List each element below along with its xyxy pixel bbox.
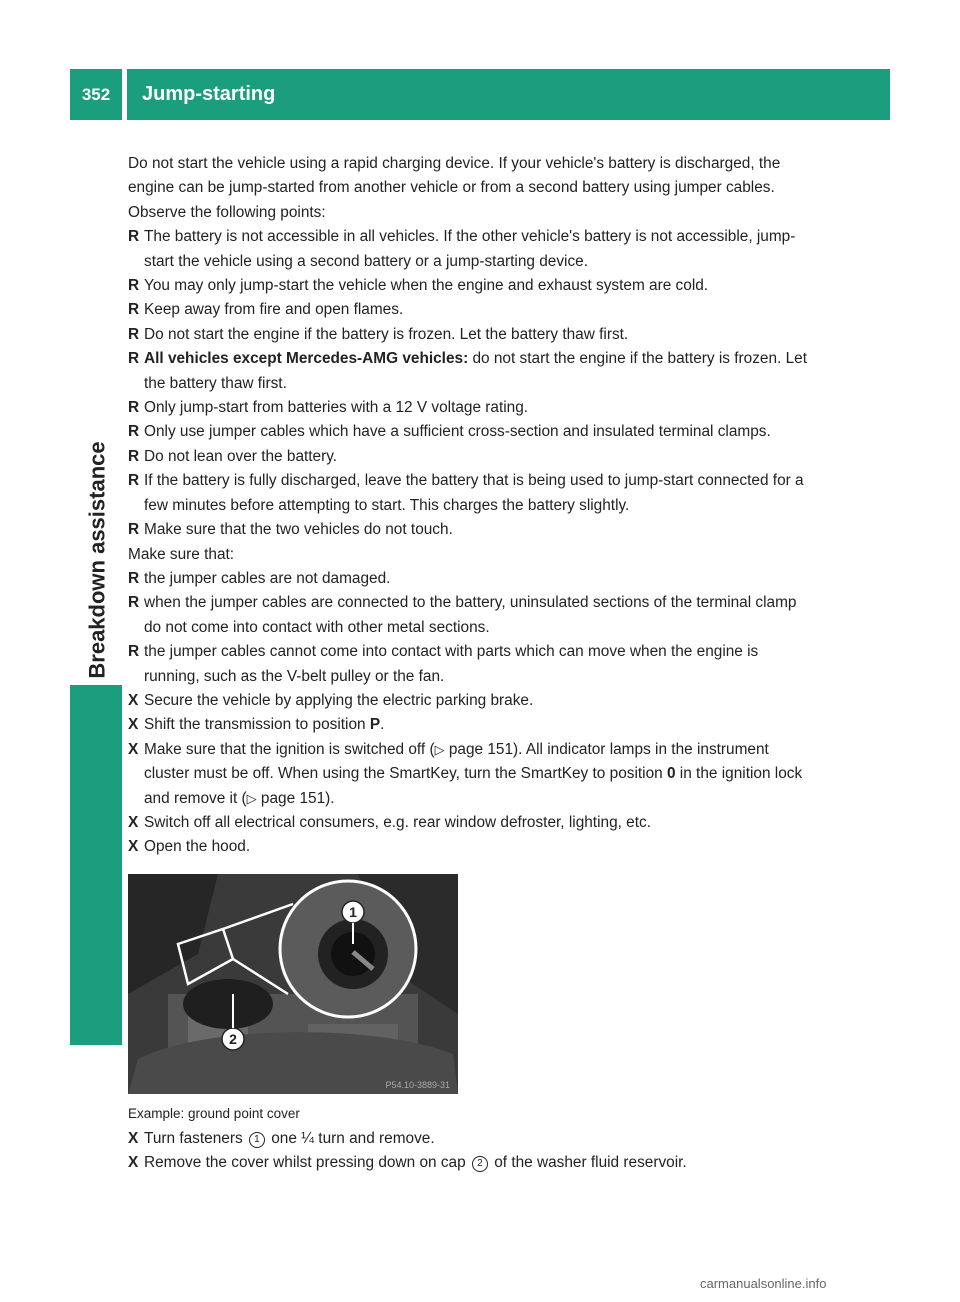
page-ref-icon: ▷ — [246, 790, 257, 806]
page-title: Jump-starting — [127, 69, 890, 120]
list-item: R Do not lean over the battery. — [128, 445, 814, 469]
list-item: R when the jumper cables are connected to the battery, uninsulated sections of the terminal clamp do not come into contact with other metal sections. — [128, 591, 814, 640]
step-item: X Secure the vehicle by applying the electric parking brake. — [128, 689, 814, 713]
list-item: R Make sure that the two vehicles do not touch. — [128, 518, 814, 542]
bullet-marker: R — [128, 472, 140, 490]
list-item: R You may only jump-start the vehicle when the engine and exhaust system are cold. — [128, 274, 814, 298]
intro-paragraph: Do not start the vehicle using a rapid charging device. If your vehicle's battery is discharged, the engine can be jump-started from another vehicle or from a second battery using jumper cables. Observe the following points: — [128, 155, 781, 221]
step-item: X Remove the cover whilst pressing down on cap 2 of the washer fluid reservoir. — [128, 1151, 814, 1175]
section-marker — [70, 685, 122, 1045]
page-reference[interactable]: page 151). All indicator lamps in the instrument cluster must be off. When using the SmartKey, turn the SmartKey to position — [144, 740, 769, 783]
section-label: Breakdown assistance — [85, 441, 111, 679]
bullet-marker: R — [128, 594, 140, 612]
bullet-marker: R — [128, 643, 140, 661]
step-marker: X — [128, 1129, 139, 1147]
step-item: X Turn fasteners 1 one ¼ turn and remove. — [128, 1127, 814, 1151]
step-marker: X — [128, 1154, 139, 1171]
figure-code: P54.10-3889-31 — [385, 1079, 450, 1090]
step-marker: X — [128, 838, 139, 856]
step-item: X Open the hood. — [128, 835, 814, 859]
bullet-marker: R — [128, 423, 140, 441]
step-item: X Shift the transmission to position P. — [128, 713, 814, 737]
step-marker: X — [128, 691, 139, 709]
watermark: carmanualsonline.info — [700, 1276, 827, 1291]
bullet-marker: R — [128, 301, 140, 319]
step-marker: X — [128, 716, 139, 734]
list-item: R The battery is not accessible in all vehicles. If the other vehicle's battery is not accessible, jump-start the vehicle using a second battery or a jump-starting device. — [128, 225, 814, 274]
page-reference[interactable]: page 151). — [256, 789, 335, 807]
bullet-marker: R — [128, 325, 140, 343]
list-item: R If the battery is fully discharged, leave the battery that is being used to jump-start connected for a few minutes before attempting to start. This charges the battery slightly. — [128, 469, 814, 518]
bullet-marker: R — [128, 399, 140, 417]
bullet-marker: R — [128, 228, 140, 246]
bullet-marker: R — [128, 569, 140, 587]
callout-ref-2: 2 — [472, 1156, 488, 1172]
callout-1: 1 — [349, 903, 357, 920]
callout-2: 2 — [229, 1030, 237, 1047]
list-item: R All vehicles except Mercedes-AMG vehicles: do not start the engine if the battery is frozen. Let the battery thaw first. — [128, 347, 814, 396]
list-item: R Do not start the engine if the battery is frozen. Let the battery thaw first. — [128, 323, 814, 347]
bullet-marker: R — [128, 447, 140, 465]
callout-ref-1: 1 — [249, 1132, 265, 1148]
step-item: X Switch off all electrical consumers, e.g. rear window defroster, lighting, etc. — [128, 811, 814, 835]
fraction: ¼ — [301, 1129, 315, 1147]
figure-caption: Example: ground point cover — [128, 1106, 300, 1122]
step-marker: X — [128, 740, 139, 758]
list-item: R Only use jumper cables which have a sufficient cross-section and insulated terminal clamps. — [128, 420, 814, 444]
make-sure-heading: Make sure that: — [128, 545, 235, 563]
list-item: R Keep away from fire and open flames. — [128, 298, 814, 322]
page-content — [128, 152, 814, 1175]
list-item: R Only jump-start from batteries with a 12 V voltage rating. — [128, 396, 814, 420]
step-item: X Make sure that the ignition is switched off (▷ page 151). All indicator lamps in the instrument cluster must be off. When using the SmartKey, turn the SmartKey to position 0 in the ignition lock and remove it (▷ page 151). — [128, 738, 814, 811]
bullet-marker: R — [128, 277, 140, 295]
bullet-marker: R — [128, 521, 140, 539]
list-item: R the jumper cables cannot come into contact with parts which can move when the engine is running, such as the V-belt pulley or the fan. — [128, 640, 814, 689]
engine-bay-figure — [128, 874, 458, 1094]
bullet-marker: R — [128, 350, 140, 368]
page-ref-icon: ▷ — [434, 741, 445, 757]
step-marker: X — [128, 813, 139, 831]
page-number: 352 — [70, 69, 122, 120]
section-tab — [66, 441, 130, 679]
amg-label: All vehicles except Mercedes-AMG vehicles: — [144, 350, 469, 368]
page-header — [70, 69, 890, 120]
list-item: R the jumper cables are not damaged. — [128, 567, 814, 591]
